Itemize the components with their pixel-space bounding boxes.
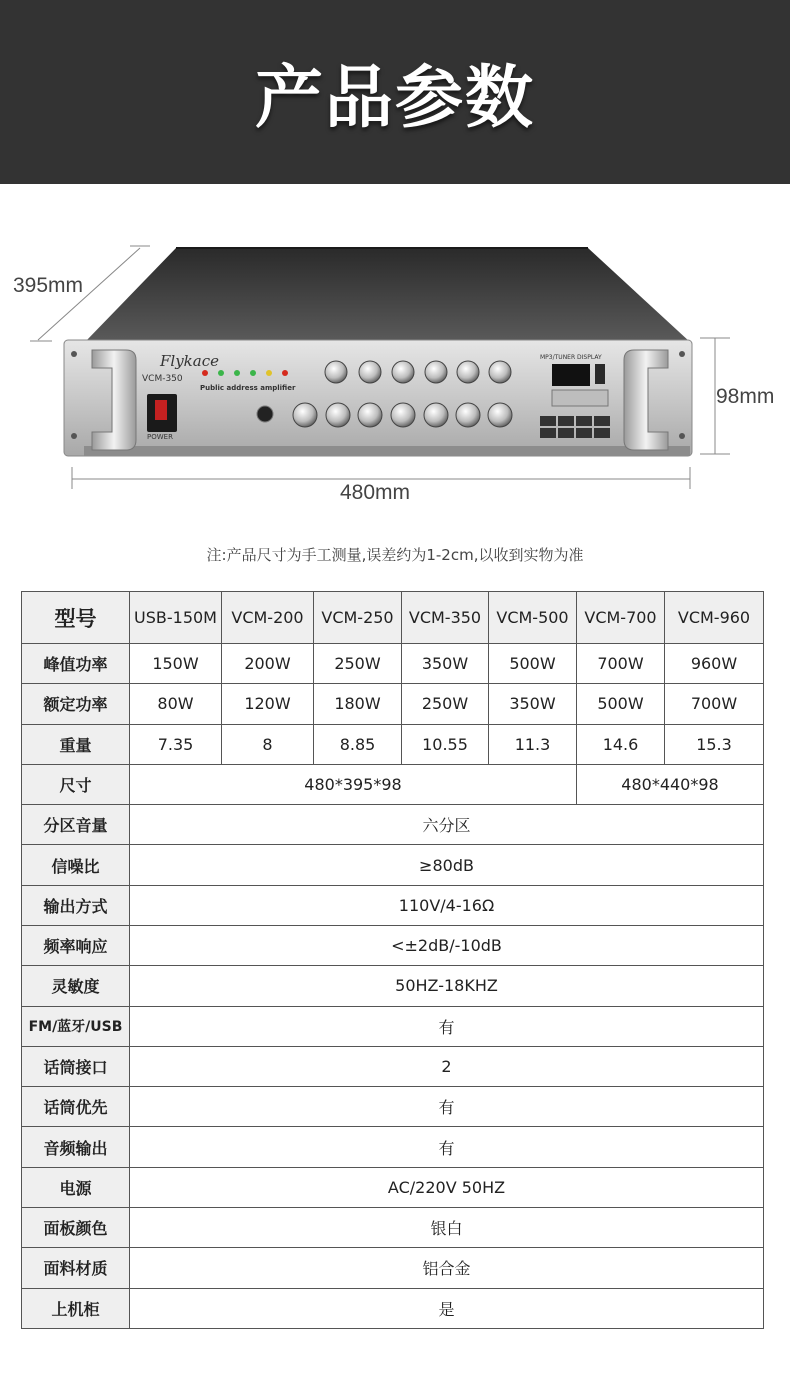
model-header: VCM-350 [402,592,489,644]
header-label: 型号 [22,592,130,644]
measurement-note: 注:产品尺寸为手工测量,误差约为1-2cm,以收到实物为准 [206,546,584,564]
page-header [0,0,790,184]
row-value: 250W [402,684,489,724]
row-label: 频率响应 [22,926,130,966]
table-row [22,885,764,925]
row-value: 500W [489,644,577,684]
height-dimension-label: 98mm [716,385,775,408]
table-row [22,926,764,966]
svg-text:POWER: POWER [147,433,173,441]
row-value: 180W [314,684,402,724]
table-row [22,1046,764,1086]
row-value: 有 [130,1127,764,1167]
model-header: VCM-200 [222,592,314,644]
product-illustration [0,184,790,534]
table-header-row [22,592,764,644]
row-value: 350W [489,684,577,724]
width-dimension-label: 480mm [340,481,411,504]
svg-text:VCM-350: VCM-350 [142,374,183,384]
row-value: 2 [130,1046,764,1086]
depth-dimension-label: 395mm [13,274,84,297]
row-label: 输出方式 [22,885,130,925]
row-value: 50HZ-18KHZ [130,966,764,1006]
row-value: 700W [665,684,764,724]
table-row [22,1087,764,1127]
row-value: 150W [130,644,222,684]
row-label: 分区音量 [22,805,130,845]
row-value: 500W [577,684,665,724]
row-value: 350W [402,644,489,684]
table-row [22,966,764,1006]
table-row [22,724,764,764]
table-row [22,684,764,724]
row-value: 15.3 [665,724,764,764]
table-row [22,845,764,885]
table-row [22,1127,764,1167]
model-header: VCM-250 [314,592,402,644]
row-label: 音频输出 [22,1127,130,1167]
row-value: AC/220V 50HZ [130,1167,764,1207]
table-row [22,1207,764,1247]
row-value: 8 [222,724,314,764]
svg-text:Flykace: Flykace [160,352,219,370]
row-label: 重量 [22,724,130,764]
row-value: 110V/4-16Ω [130,885,764,925]
model-header: VCM-960 [665,592,764,644]
row-value: 有 [130,1006,764,1046]
row-value: 960W [665,644,764,684]
row-value: 银白 [130,1207,764,1247]
row-label: 话筒接口 [22,1046,130,1086]
row-value: 铝合金 [130,1248,764,1288]
row-value: 有 [130,1087,764,1127]
table-row [22,1248,764,1288]
row-value: 250W [314,644,402,684]
table-row [22,1006,764,1046]
row-value: 六分区 [130,805,764,845]
row-label: 峰值功率 [22,644,130,684]
row-value: 11.3 [489,724,577,764]
row-value: ≥80dB [130,845,764,885]
row-label: 灵敏度 [22,966,130,1006]
row-value: 8.85 [314,724,402,764]
row-value: 10.55 [402,724,489,764]
row-value: 200W [222,644,314,684]
svg-text:Public address amplifier: Public address amplifier [200,384,296,392]
row-value: 700W [577,644,665,684]
row-value: 80W [130,684,222,724]
table-row [22,805,764,845]
row-label: FM/蓝牙/USB [22,1006,130,1046]
row-label: 上机柜 [22,1288,130,1328]
row-label: 信噪比 [22,845,130,885]
row-value: 480*440*98 [577,764,764,804]
row-label: 面板颜色 [22,1207,130,1247]
table-row [22,1288,764,1328]
row-value: 14.6 [577,724,665,764]
row-label: 电源 [22,1167,130,1207]
model-header: VCM-500 [489,592,577,644]
table-row [22,644,764,684]
row-label: 尺寸 [22,764,130,804]
row-value: <±2dB/-10dB [130,926,764,966]
page-title: 产品参数 [254,58,535,138]
row-label: 话筒优先 [22,1087,130,1127]
model-header: USB-150M [130,592,222,644]
row-label: 面料材质 [22,1248,130,1288]
row-value: 480*395*98 [130,764,577,804]
svg-text:MP3/TUNER DISPLAY: MP3/TUNER DISPLAY [540,354,602,361]
row-value: 7.35 [130,724,222,764]
row-value: 是 [130,1288,764,1328]
row-value: 120W [222,684,314,724]
row-label: 额定功率 [22,684,130,724]
table-row [22,1167,764,1207]
table-row [22,764,764,804]
spec-table [21,591,764,1329]
model-header: VCM-700 [577,592,665,644]
